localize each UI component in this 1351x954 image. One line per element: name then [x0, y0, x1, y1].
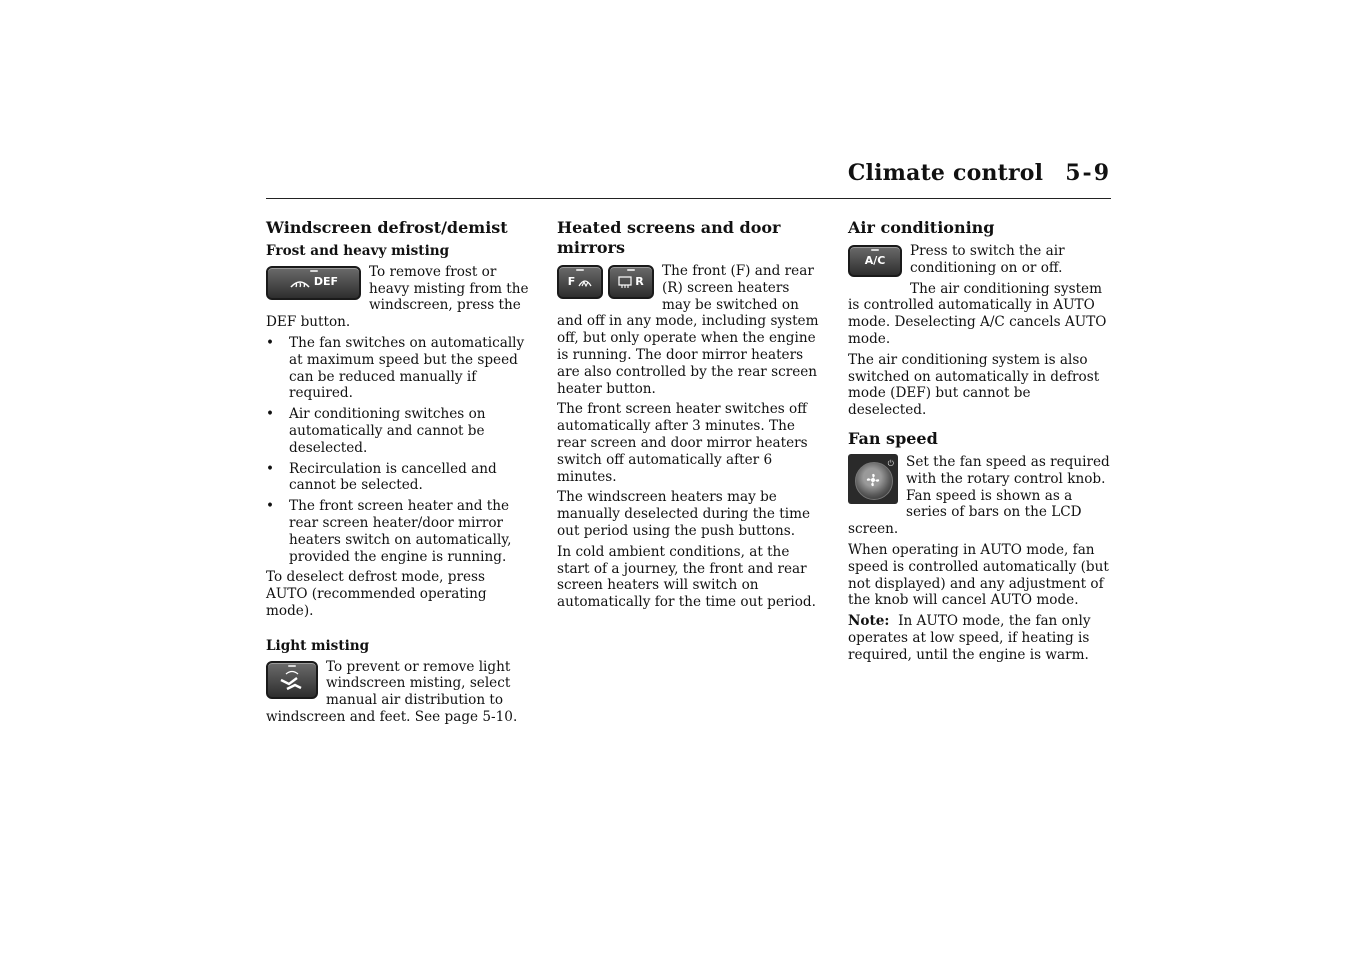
fan-p1: Set the fan speed as required with the rotary control knob. Fan speed is shown as a series of bars on the LCD screen.	[848, 453, 1110, 538]
column-defrost	[266, 218, 530, 730]
page-title	[848, 160, 1111, 186]
frost-bullet-list	[266, 335, 530, 565]
column-heated-screens	[557, 218, 821, 615]
windscreen-feet-icon	[277, 668, 307, 692]
rear-button-label: R	[635, 274, 644, 288]
subheading-frost: Frost and heavy misting	[266, 243, 450, 259]
page-number: 5-9	[1065, 160, 1111, 186]
list-item: • Air conditioning switches on automatically and cannot be deselected.	[266, 406, 530, 456]
front-screen-heater-icon	[578, 276, 592, 288]
heading-air-conditioning: Air conditioning	[848, 218, 995, 237]
heated-screens-p2: The front screen heater switches off automatically after 3 minutes. The rear screen and door mirror heaters switch off automatically after 6 minutes.	[557, 401, 808, 485]
light-misting-button-image	[266, 661, 318, 699]
front-screen-heater-button	[557, 265, 603, 299]
def-button	[266, 266, 361, 300]
screen-feet-button	[266, 661, 318, 699]
def-button-image	[266, 266, 361, 300]
section-title: Climate control	[847, 160, 1044, 186]
rear-screen-heater-button	[608, 265, 654, 299]
fan-speed-knob	[848, 454, 898, 504]
def-button-label: DEF	[313, 275, 339, 289]
power-icon: ⏻	[887, 458, 894, 468]
ac-p2: The air conditioning system is controlled automatically in AUTO mode. Deselecting A/C cancels AUTO mode.	[848, 280, 1107, 347]
ac-button	[848, 245, 902, 277]
ac-button-image	[848, 245, 902, 277]
list-item: • The fan switches on automatically at maximum speed but the speed can be reduced manually if required.	[266, 335, 530, 402]
heated-screens-p1: The front (F) and rear (R) screen heaters may be switched on and off in any mode, including system off, but only operate when the engine is running. The door mirror heaters are also controlled by the rear screen heater button.	[557, 263, 819, 397]
fan-note	[848, 613, 1112, 663]
fan-p2: When operating in AUTO mode, fan speed is controlled automatically (but not displayed) and any adjustment of the knob will cancel AUTO mode.	[848, 541, 1109, 609]
note-text: In AUTO mode, the fan only operates at low speed, if heating is required, until the engine is warm.	[848, 613, 1091, 663]
heated-screens-p3: The windscreen heaters may be manually deselected during the time out period using the push buttons.	[557, 489, 811, 539]
column-air-conditioning	[848, 218, 1112, 668]
front-button-label: F	[567, 274, 576, 288]
list-item: • The front screen heater and the rear screen heater/door mirror heaters switch on automatically, provided the engine is running.	[266, 498, 530, 565]
heading-defrost: Windscreen defrost/demist	[266, 218, 508, 237]
ac-p3: The air conditioning system is also switched on automatically in defrost mode (DEF) but cannot be deselected.	[848, 351, 1100, 419]
heated-screens-p4: In cold ambient conditions, at the start of a journey, the front and rear screen heaters will switch on automatically for the time out period.	[557, 543, 816, 611]
note-label: Note:	[848, 613, 890, 630]
deselect-defrost-text: To deselect defrost mode, press AUTO (recommended operating mode).	[266, 569, 487, 619]
page-header	[266, 160, 1111, 199]
fan-knob-image	[848, 454, 898, 504]
fan-icon	[865, 472, 881, 488]
ac-button-label: A/C	[864, 253, 886, 267]
rear-screen-heater-icon	[618, 276, 632, 288]
list-item: • Recirculation is cancelled and cannot be selected.	[266, 461, 530, 495]
light-misting-text: To prevent or remove light windscreen misting, select manual air distribution to windscreen and feet. See page 5-10.	[266, 658, 518, 725]
heated-screen-buttons-image	[557, 265, 654, 299]
frost-intro: To remove frost or heavy misting from the windscreen, press the DEF button.	[266, 263, 529, 331]
windscreen-defrost-icon	[289, 275, 311, 291]
heading-fan-speed: Fan speed	[848, 428, 938, 448]
subheading-light-misting: Light misting	[266, 637, 370, 654]
ac-p1: Press to switch the air conditioning on or off.	[910, 243, 1065, 276]
heading-heated-screens: Heated screens and door mirrors	[557, 218, 781, 257]
